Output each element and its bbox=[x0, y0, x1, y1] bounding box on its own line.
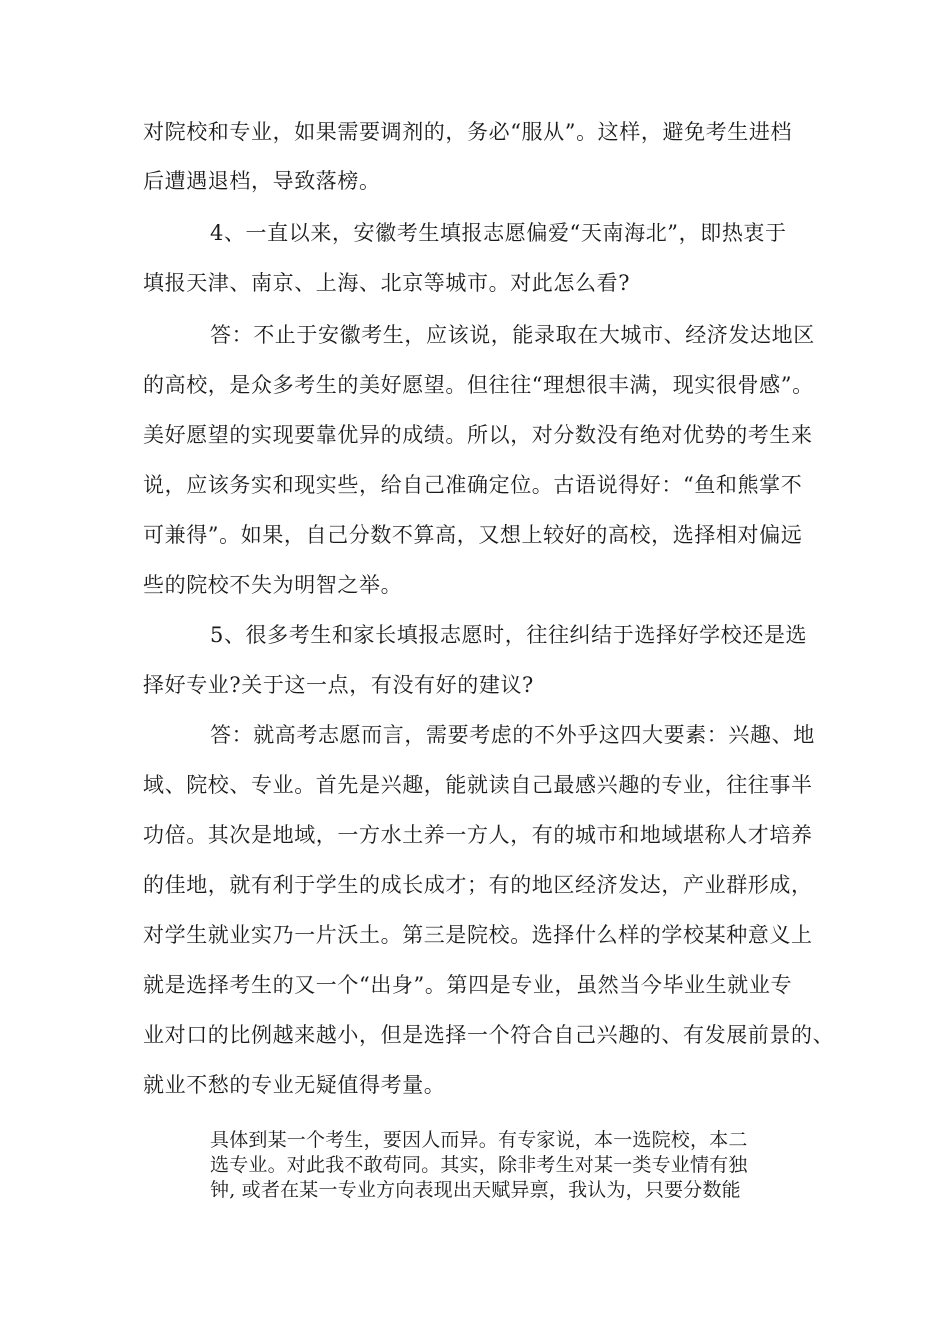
answer-4-line: 可兼得”。如果，自己分数不算高，又想上较好的高校，选择相对偏远 bbox=[143, 523, 803, 547]
answer-4-line: 的高校，是众多考生的美好愿望。但往往“理想很丰满，现实很骨感”。 bbox=[143, 373, 814, 397]
answer-5-line: 就业不愁的专业无疑值得考量。 bbox=[143, 1073, 446, 1097]
answer-5-line: 的佳地，就有利于学生的成长成才；有的地区经济发达，产业群形成， bbox=[143, 873, 813, 897]
question-5-line: 5、很多考生和家长填报志愿时，往往纠结于选择好学校还是选 bbox=[210, 623, 808, 647]
answer-5-line: 业对口的比例越来越小，但是选择一个符合自己兴趣的、有发展前景的、 bbox=[143, 1023, 835, 1047]
answer-5-line: 就是选择考生的又一个“出身”。第四是专业，虽然当今毕业生就业专 bbox=[143, 973, 793, 997]
answer-5-line: 对学生就业实乃一片沃土。第三是院校。选择什么样的学校某种意义上 bbox=[143, 923, 813, 947]
closing-paragraph-line: 具体到某一个考生，要因人而异。有专家说，本一选院校，本二 bbox=[210, 1129, 748, 1151]
question-4-line: 填报天津、南京、上海、北京等城市。对此怎么看? bbox=[143, 271, 631, 295]
paragraph-line: 后遭遇退档，导致落榜。 bbox=[143, 169, 381, 193]
question-5-line: 择好专业?关于这一点，有没有好的建议? bbox=[143, 673, 534, 697]
question-4-line: 4、一直以来，安徽考生填报志愿偏爱“天南海北”，即热衷于 bbox=[210, 221, 787, 245]
answer-4-line: 些的院校不失为明智之举。 bbox=[143, 573, 403, 597]
closing-paragraph-line: 钟, 或者在某一专业方向表现出天赋异禀，我认为，只要分数能 bbox=[210, 1179, 741, 1201]
closing-paragraph-line: 选专业。对此我不敢苟同。其实，除非考生对某一类专业情有独 bbox=[210, 1154, 748, 1176]
answer-4-line: 美好愿望的实现要靠优异的成绩。所以，对分数没有绝对优势的考生来 bbox=[143, 423, 813, 447]
paragraph-line: 对院校和专业，如果需要调剂的，务必“服从”。这样，避免考生进档 bbox=[143, 120, 793, 144]
answer-4-line: 答：不止于安徽考生，应该说，能录取在大城市、经济发达地区 bbox=[210, 323, 815, 347]
answer-5-line: 答：就高考志愿而言，需要考虑的不外乎这四大要素：兴趣、地 bbox=[210, 723, 815, 747]
answer-5-line: 功倍。其次是地域，一方水土养一方人，有的城市和地域堪称人才培养 bbox=[143, 823, 813, 847]
answer-5-line: 域、院校、专业。首先是兴趣，能就读自己最感兴趣的专业，往往事半 bbox=[143, 773, 813, 797]
answer-4-line: 说，应该务实和现实些，给自己准确定位。古语说得好：“鱼和熊掌不 bbox=[143, 473, 803, 497]
